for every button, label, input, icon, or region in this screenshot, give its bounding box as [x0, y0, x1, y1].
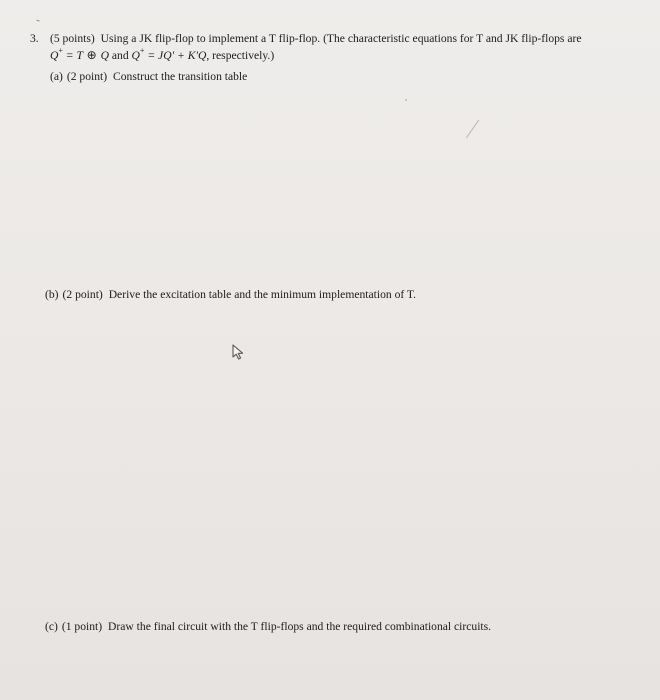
- tick-mark: [35, 20, 39, 25]
- part-c-label: (c): [45, 620, 58, 633]
- xor-symbol: ⊕: [86, 48, 97, 62]
- eq-and: and: [109, 49, 132, 62]
- eq2-rhs: = JQ′ + K′Q: [144, 49, 207, 62]
- dot-mark: [405, 99, 407, 101]
- pencil-stroke-mark: [466, 120, 479, 139]
- part-c-points: (1 point): [61, 620, 103, 633]
- eq-q-symbol: Q: [50, 49, 59, 62]
- mouse-pointer-icon: [230, 343, 248, 361]
- part-b-points: (2 point): [62, 288, 103, 301]
- eq-q-superscript: +: [58, 46, 63, 56]
- part-a-label: (a): [50, 70, 63, 83]
- question-number: 3.: [30, 32, 39, 45]
- part-a-points: (2 point): [66, 70, 108, 83]
- characteristic-equations-line: [50, 48, 274, 63]
- question-intro-line: [50, 32, 581, 46]
- part-c-text: Draw the final circuit with the T flip-flops and the required combinational circuits.: [108, 620, 492, 633]
- eq-t-part: = T: [62, 49, 86, 62]
- part-a: [50, 70, 247, 84]
- part-b: [45, 288, 416, 302]
- part-c: [45, 620, 491, 634]
- question-points: (5 points): [50, 32, 95, 45]
- part-a-text: Construct the transition table: [113, 70, 248, 83]
- eq2-q-symbol: Q: [131, 49, 140, 62]
- eq-suffix: , respectively.): [206, 49, 275, 62]
- eq-q-part: Q: [97, 49, 109, 62]
- part-b-text: Derive the excitation table and the minimum implementation of T.: [108, 288, 417, 301]
- question-intro-text: Using a JK flip-flop to implement a T flip-flop. (The characteristic equations for T and JK flip-flops are: [100, 32, 582, 45]
- part-b-label: (b): [45, 288, 59, 301]
- eq2-q-superscript: +: [139, 46, 145, 56]
